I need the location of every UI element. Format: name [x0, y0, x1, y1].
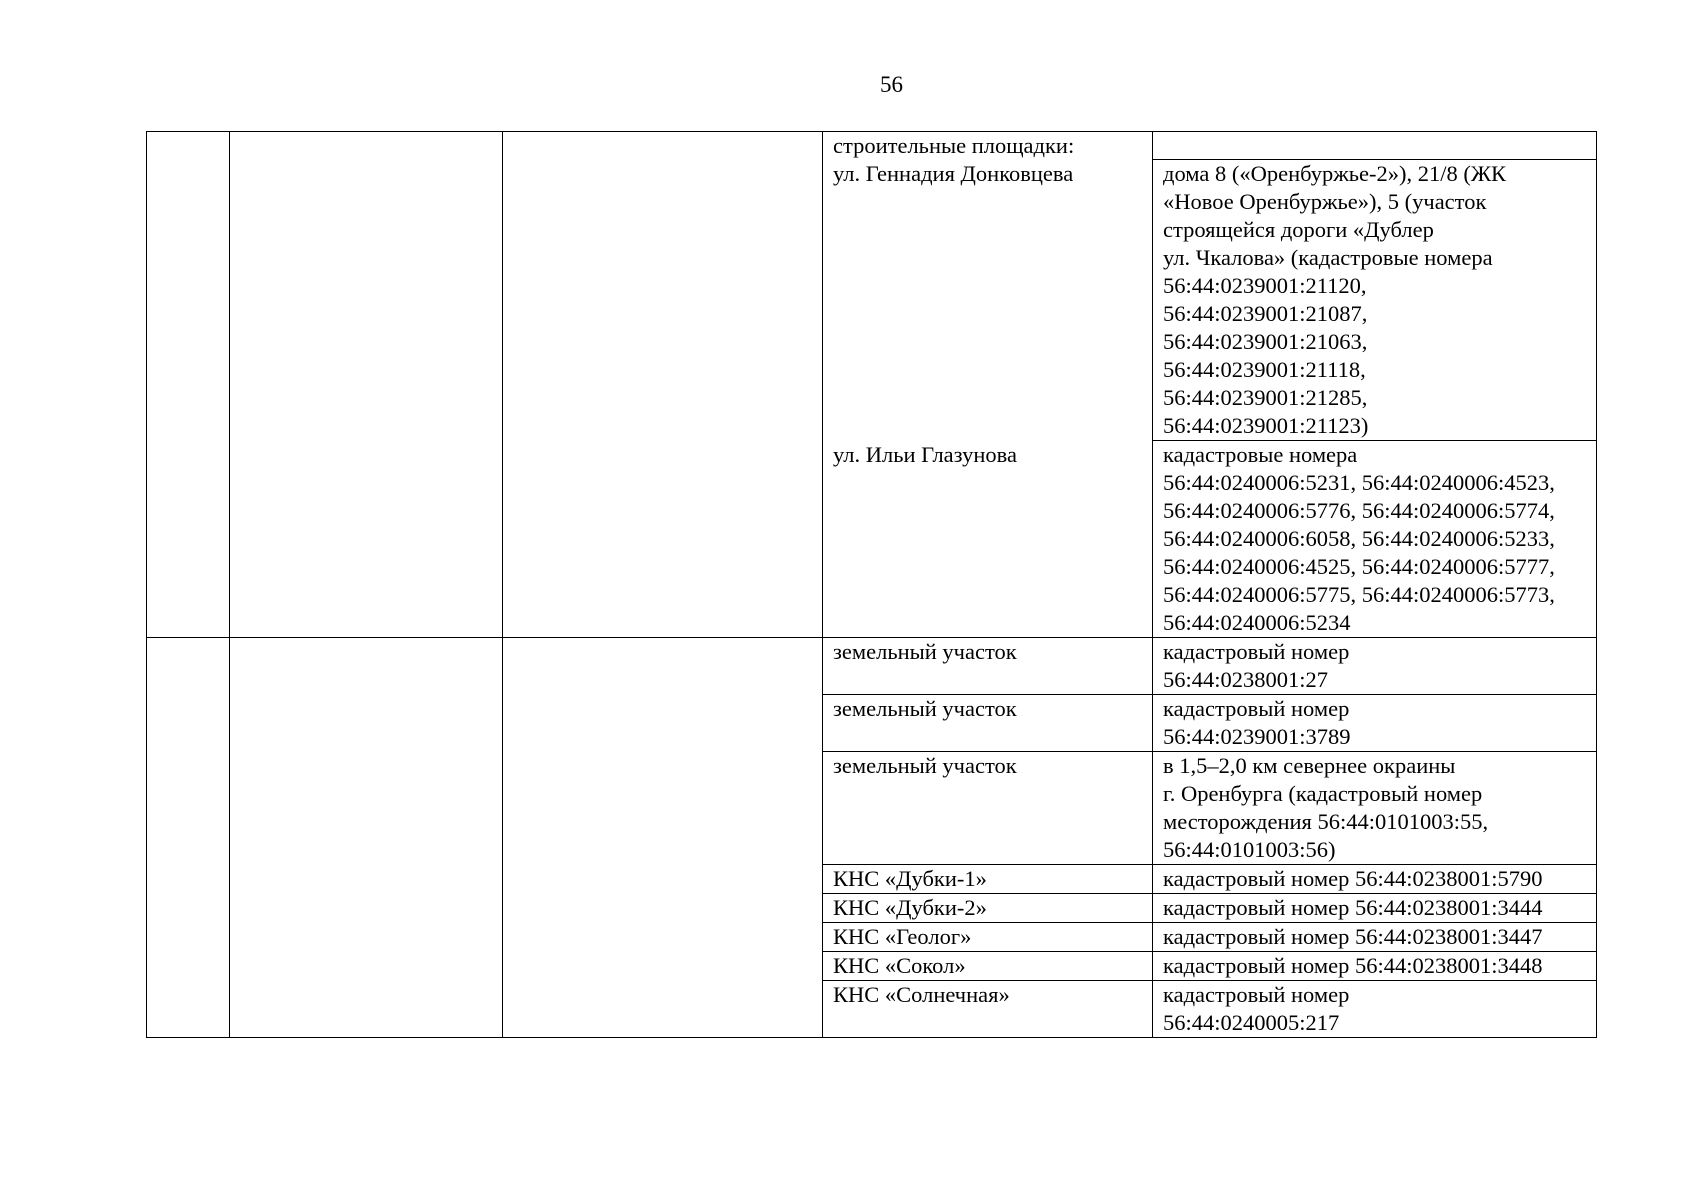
description-text: кадастровый номер 56:44:0238001:27	[1163, 638, 1350, 692]
description-cell	[1153, 922, 1597, 951]
table-cell-empty	[147, 637, 230, 1037]
description-cell	[1153, 864, 1597, 893]
description-text: кадастровый номер 56:44:0238001:5790	[1163, 865, 1543, 891]
description-text: дома 8 («Оренбуржье-2»), 21/8 (ЖК «Новое Оренбуржье»), 5 (участок строящейся дороги «Дублер ул. Чкалова» (кадастровые номера 56:44:0239001:21120, 56:44:0239001:21087, 56:44:0239001:21063, 56:44:0239001:21118, 56:44:0239001:21285, 56:44:0239001:21123)	[1163, 161, 1507, 438]
description-cell	[1153, 751, 1597, 864]
table-cell-empty	[230, 132, 503, 638]
page-number: 56	[880, 72, 903, 97]
description-cell	[1153, 893, 1597, 922]
description-text: кадастровый номер 56:44:0239001:3789	[1163, 695, 1351, 749]
description-cell	[1153, 637, 1597, 694]
object-cell: земельный участок	[823, 751, 1153, 864]
object-cell: КНС «Дубки-2»	[823, 893, 1153, 922]
object-name: ул. Геннадия Донковцева	[833, 161, 1074, 186]
description-cell	[1153, 980, 1597, 1037]
object-cell: КНС «Сокол»	[823, 951, 1153, 980]
table-cell-empty	[230, 637, 503, 1037]
table-cell-blank	[1153, 132, 1597, 160]
object-cell: КНС «Солнечная»	[823, 980, 1153, 1037]
document-table	[146, 131, 1597, 638]
description-text: кадастровый номер 56:44:0238001:3448	[1163, 952, 1543, 978]
table-cell-empty	[503, 132, 823, 638]
object-cell: земельный участок	[823, 637, 1153, 694]
document-table-continued	[146, 637, 1597, 1038]
table-cell-empty	[147, 132, 230, 638]
description-text: кадастровый номер 56:44:0240005:217	[1163, 981, 1350, 1035]
object-cell: КНС «Дубки-1»	[823, 864, 1153, 893]
object-name: ул. Ильи Глазунова	[833, 442, 1017, 467]
description-cell	[1153, 951, 1597, 980]
table-row	[147, 637, 1597, 694]
object-cell: КНС «Геолог»	[823, 922, 1153, 951]
table-cell-empty	[503, 637, 823, 1037]
table-row	[147, 132, 1597, 160]
description-text: в 1,5–2,0 км севернее окраины г. Оренбурга (кадастровый номер месторождения 56:44:0101003:55, 56:44:0101003:56)	[1163, 752, 1489, 862]
description-text: кадастровые номера 56:44:0240006:5231, 56:44:0240006:4523, 56:44:0240006:5776, 56:44:0240006:5774, 56:44:0240006:6058, 56:44:0240006:5233, 56:44:0240006:4525, 56:44:0240006:5777, 56:44:0240006:5775, 56:44:0240006:5773, 56:44:0240006:5234	[1163, 442, 1555, 635]
description-cell	[1153, 694, 1597, 751]
object-group-cell	[823, 132, 1153, 638]
description-cell	[1153, 441, 1597, 638]
description-cell	[1153, 160, 1597, 441]
description-text: кадастровый номер 56:44:0238001:3447	[1163, 923, 1543, 949]
object-cell: земельный участок	[823, 694, 1153, 751]
description-text: кадастровый номер 56:44:0238001:3444	[1163, 894, 1543, 920]
object-group-header: строительные площадки:	[833, 133, 1075, 158]
